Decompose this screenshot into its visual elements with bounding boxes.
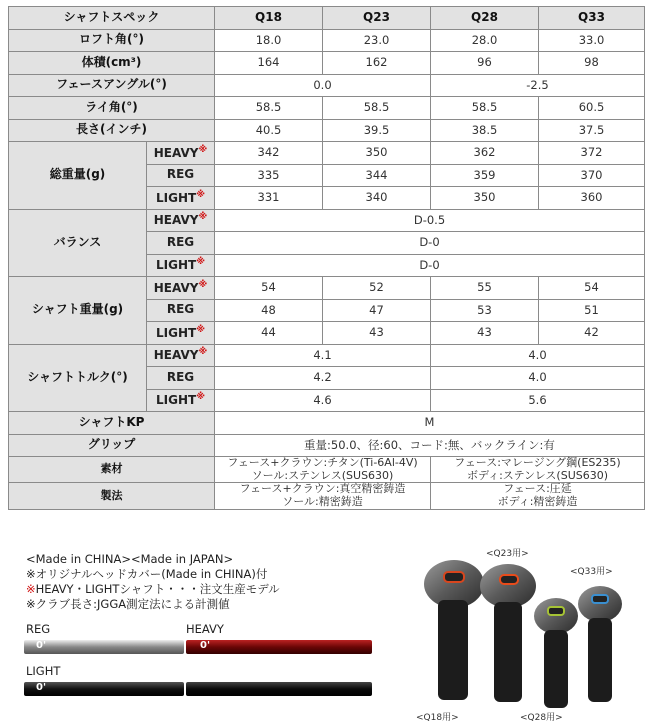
model-q28: Q28 bbox=[431, 7, 539, 30]
flex-light bbox=[147, 389, 215, 412]
asterisk-mark: ※ bbox=[196, 257, 205, 268]
asterisk-mark: ※ bbox=[198, 279, 208, 290]
total-weight-value: 362 bbox=[431, 142, 539, 165]
asterisk-mark: ※ bbox=[198, 144, 208, 155]
method-right bbox=[431, 483, 645, 509]
grip-reg-label: REG bbox=[26, 622, 51, 636]
header-label: シャフトスペック bbox=[9, 7, 215, 30]
loft-value: 18.0 bbox=[215, 29, 323, 52]
face-angle-value: 0.0 bbox=[215, 74, 431, 97]
shaft-weight-value: 47 bbox=[323, 299, 431, 322]
loft-label: ロフト角(°) bbox=[9, 29, 215, 52]
shaft-weight-value: 53 bbox=[431, 299, 539, 322]
total-weight-value: 360 bbox=[539, 187, 645, 210]
torque-value: 4.1 bbox=[215, 344, 431, 367]
loft-value: 28.0 bbox=[431, 29, 539, 52]
method-text: フェース+クラウン:真空精密鋳造 bbox=[239, 482, 406, 496]
flex-label: LIGHT bbox=[156, 190, 197, 205]
face-angle-label: フェースアングル(°) bbox=[9, 74, 215, 97]
note-text: HEAVY・LIGHTシャフト・・・注文生産モデル bbox=[35, 582, 280, 596]
volume-label: 体積(cm³) bbox=[9, 52, 215, 75]
material-text: フェース:マレージング鋼(ES235) bbox=[454, 456, 621, 469]
volume-value: 98 bbox=[539, 52, 645, 75]
flex-label: HEAVY bbox=[153, 213, 199, 228]
grip-heavy-label: HEAVY bbox=[186, 622, 224, 636]
loft-row bbox=[9, 29, 645, 52]
flex-light bbox=[147, 254, 215, 277]
lie-row bbox=[9, 97, 645, 120]
model-q23: Q23 bbox=[323, 7, 431, 30]
lie-value: 58.5 bbox=[215, 97, 323, 120]
material-text: フェース+クラウン:チタン(Ti-6Al-4V) bbox=[227, 456, 418, 469]
flex-label: HEAVY bbox=[153, 280, 199, 295]
volume-value: 164 bbox=[215, 52, 323, 75]
asterisk-mark: ※ bbox=[196, 392, 205, 403]
flex-light bbox=[147, 322, 215, 345]
asterisk-mark: ※ bbox=[26, 582, 36, 596]
method-left bbox=[215, 483, 431, 509]
q18-cover-label: <Q18用> bbox=[416, 713, 459, 723]
loft-value: 23.0 bbox=[323, 29, 431, 52]
total-weight-value: 370 bbox=[539, 164, 645, 187]
note-order-model bbox=[26, 582, 280, 597]
lie-value: 58.5 bbox=[323, 97, 431, 120]
total-weight-row bbox=[9, 142, 645, 165]
q28-headcover bbox=[534, 598, 578, 708]
flex-heavy bbox=[147, 142, 215, 165]
torque-value: 5.6 bbox=[431, 389, 645, 412]
shaft-weight-label: シャフト重量(g) bbox=[9, 277, 147, 345]
total-weight-value: 344 bbox=[323, 164, 431, 187]
material-row bbox=[9, 457, 645, 483]
method-text: ボディ:精密鋳造 bbox=[497, 494, 578, 508]
total-weight-value: 342 bbox=[215, 142, 323, 165]
note-origin: <Made in CHINA><Made in JAPAN> bbox=[26, 552, 234, 566]
balance-row bbox=[9, 209, 645, 232]
shaft-weight-value: 54 bbox=[215, 277, 323, 300]
length-value: 37.5 bbox=[539, 119, 645, 142]
face-angle-row bbox=[9, 74, 645, 97]
material-right bbox=[431, 457, 645, 483]
flex-light bbox=[147, 187, 215, 210]
total-weight-value: 340 bbox=[323, 187, 431, 210]
shaft-weight-value: 43 bbox=[431, 322, 539, 345]
grip-logo: 0' bbox=[200, 640, 211, 651]
q23-cover-label: <Q23用> bbox=[486, 549, 529, 559]
volume-value: 96 bbox=[431, 52, 539, 75]
q28-cover-label: <Q28用> bbox=[520, 713, 563, 723]
q33-cover-label: <Q33用> bbox=[570, 567, 613, 577]
length-value: 39.5 bbox=[323, 119, 431, 142]
q23-headcover bbox=[480, 564, 536, 702]
grip-logo: 0' bbox=[36, 640, 47, 651]
loft-value: 33.0 bbox=[539, 29, 645, 52]
flex-label: LIGHT bbox=[156, 325, 197, 340]
length-row bbox=[9, 119, 645, 142]
grip-light-label: LIGHT bbox=[26, 664, 61, 678]
shaft-weight-value: 54 bbox=[539, 277, 645, 300]
lie-value: 58.5 bbox=[431, 97, 539, 120]
flex-heavy bbox=[147, 344, 215, 367]
method-text: フェース:圧延 bbox=[503, 482, 572, 496]
q33-headcover bbox=[578, 586, 622, 702]
asterisk-mark: ※ bbox=[196, 324, 205, 335]
kp-value: M bbox=[215, 412, 645, 435]
notes bbox=[26, 552, 280, 612]
grip-logo: 0' bbox=[36, 682, 47, 693]
material-text: ソール:ステンレス(SUS630) bbox=[251, 468, 394, 482]
volume-row bbox=[9, 52, 645, 75]
method-text: ソール:精密鋳造 bbox=[282, 494, 363, 508]
flex-label: HEAVY bbox=[153, 145, 199, 160]
shaft-weight-row bbox=[9, 277, 645, 300]
note-headcover: ※オリジナルヘッドカバー(Made in CHINA)付 bbox=[26, 567, 268, 581]
torque-value: 4.6 bbox=[215, 389, 431, 412]
flex-heavy bbox=[147, 209, 215, 232]
length-label: 長さ(インチ) bbox=[9, 119, 215, 142]
asterisk-mark: ※ bbox=[196, 189, 205, 200]
total-weight-value: 331 bbox=[215, 187, 323, 210]
note-length: ※クラブ長さ:JGGA測定法による計測値 bbox=[26, 597, 230, 611]
model-q18: Q18 bbox=[215, 7, 323, 30]
header-row bbox=[9, 7, 645, 30]
model-q33: Q33 bbox=[539, 7, 645, 30]
shaft-weight-value: 43 bbox=[323, 322, 431, 345]
kp-row bbox=[9, 412, 645, 435]
grip-value: 重量:50.0、径:60、コード:無、バックライン:有 bbox=[215, 434, 645, 457]
shaft-weight-value: 51 bbox=[539, 299, 645, 322]
method-label: 製法 bbox=[9, 483, 215, 509]
flex-reg: REG bbox=[147, 164, 215, 187]
shaft-weight-value: 42 bbox=[539, 322, 645, 345]
balance-label: バランス bbox=[9, 209, 147, 277]
total-weight-value: 350 bbox=[323, 142, 431, 165]
torque-label: シャフトトルク(°) bbox=[9, 344, 147, 412]
balance-value: D-0 bbox=[215, 254, 645, 277]
asterisk-mark: ※ bbox=[198, 347, 208, 358]
flex-reg: REG bbox=[147, 299, 215, 322]
material-label: 素材 bbox=[9, 457, 215, 483]
total-weight-value: 335 bbox=[215, 164, 323, 187]
headcovers bbox=[414, 546, 646, 724]
material-left bbox=[215, 457, 431, 483]
flex-label: LIGHT bbox=[156, 258, 197, 273]
shaft-weight-value: 44 bbox=[215, 322, 323, 345]
total-weight-value: 372 bbox=[539, 142, 645, 165]
total-weight-value: 359 bbox=[431, 164, 539, 187]
spec-table bbox=[8, 6, 645, 510]
volume-value: 162 bbox=[323, 52, 431, 75]
torque-value: 4.0 bbox=[431, 367, 645, 390]
headcover-image bbox=[414, 554, 646, 716]
total-weight-value: 350 bbox=[431, 187, 539, 210]
grip-row bbox=[9, 434, 645, 457]
material-text: ボディ:ステンレス(SUS630) bbox=[466, 468, 609, 482]
shaft-weight-value: 52 bbox=[323, 277, 431, 300]
length-value: 38.5 bbox=[431, 119, 539, 142]
balance-value: D-0 bbox=[215, 232, 645, 255]
flex-label: LIGHT bbox=[156, 393, 197, 408]
grip-label: グリップ bbox=[9, 434, 215, 457]
light-grip-image bbox=[24, 682, 184, 696]
grip-rubber-image bbox=[186, 682, 372, 696]
reg-grip-image bbox=[24, 640, 184, 654]
torque-row bbox=[9, 344, 645, 367]
asterisk-mark: ※ bbox=[198, 212, 208, 223]
lie-value: 60.5 bbox=[539, 97, 645, 120]
shaft-weight-value: 48 bbox=[215, 299, 323, 322]
lie-label: ライ角(°) bbox=[9, 97, 215, 120]
flex-heavy bbox=[147, 277, 215, 300]
torque-value: 4.0 bbox=[431, 344, 645, 367]
method-row bbox=[9, 483, 645, 509]
shaft-weight-value: 55 bbox=[431, 277, 539, 300]
face-angle-value: -2.5 bbox=[431, 74, 645, 97]
total-weight-label: 総重量(g) bbox=[9, 142, 147, 210]
flex-reg: REG bbox=[147, 367, 215, 390]
heavy-grip-image bbox=[186, 640, 372, 654]
q18-headcover bbox=[424, 560, 484, 700]
torque-value: 4.2 bbox=[215, 367, 431, 390]
flex-reg: REG bbox=[147, 232, 215, 255]
kp-label: シャフトKP bbox=[9, 412, 215, 435]
length-value: 40.5 bbox=[215, 119, 323, 142]
balance-value: D-0.5 bbox=[215, 209, 645, 232]
flex-label: HEAVY bbox=[153, 348, 199, 363]
